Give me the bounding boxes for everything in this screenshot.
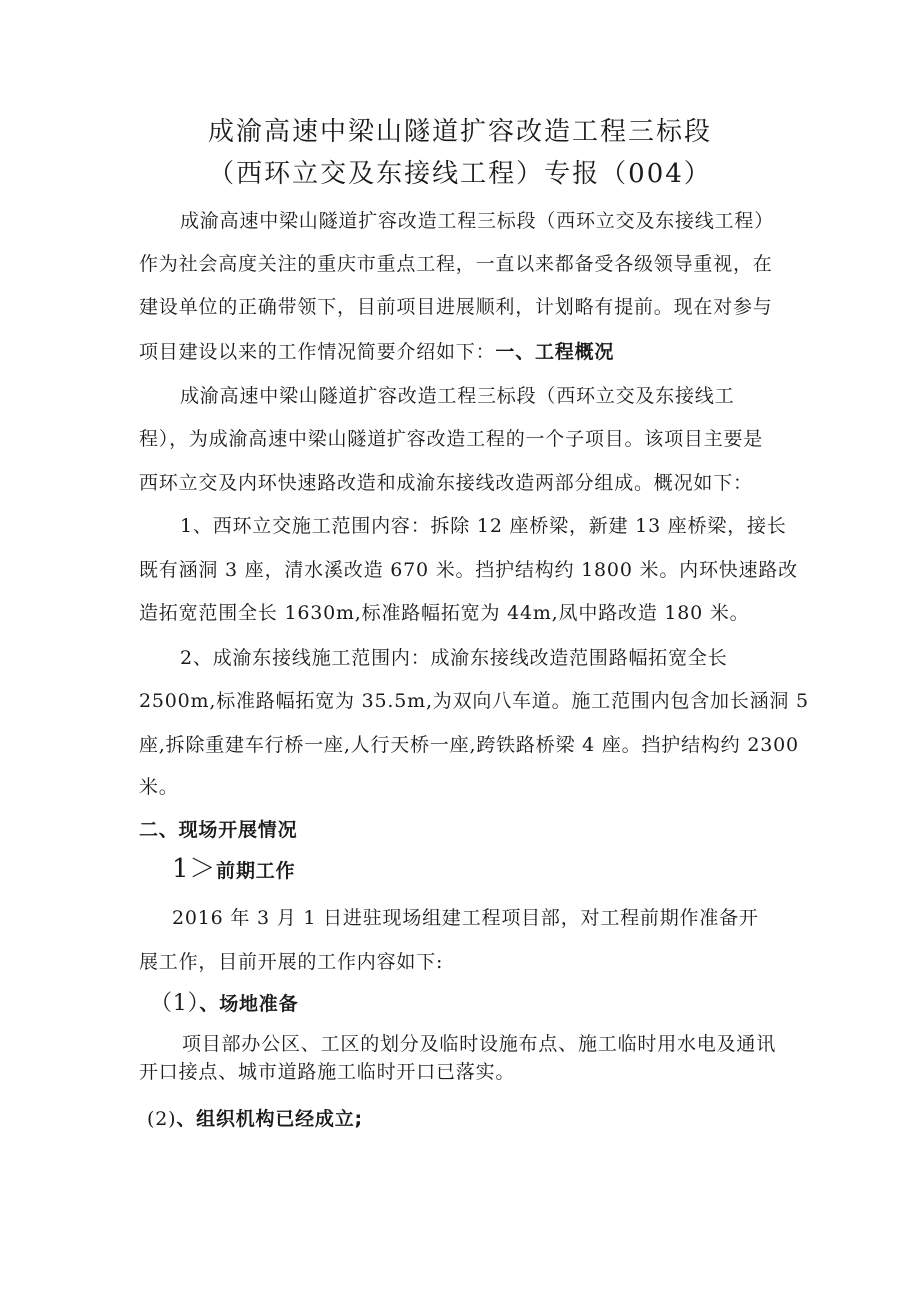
point-organization-label: 、组织机构已经成立; bbox=[176, 1108, 363, 1130]
subheading-preliminary bbox=[172, 854, 296, 884]
section-heading-overview: 一、工程概况 bbox=[495, 341, 615, 363]
intro-line-2: 作为社会高度关注的重庆市重点工程，一直以来都备受各级领导重视，在 bbox=[139, 253, 773, 275]
point-organization-number: (2) bbox=[147, 1108, 177, 1130]
intro-line-1: 成渝高速中梁山隧道扩容改造工程三标段（西环立交及东接线工程） bbox=[180, 210, 775, 232]
overview-line-2: 程），为成渝高速中梁山隧道扩容改造工程的一个子项目。该项目主要是 bbox=[139, 428, 764, 450]
intro-line-4 bbox=[139, 340, 614, 364]
point-organization bbox=[147, 1107, 363, 1131]
section-heading-site: 二、现场开展情况 bbox=[139, 819, 298, 841]
point-site-preparation-label: 、场地准备 bbox=[199, 993, 299, 1015]
overview-line-1: 成渝高速中梁山隧道扩容改造工程三标段（西环立交及东接线工 bbox=[180, 385, 735, 407]
item2-line-4: 米。 bbox=[139, 776, 179, 798]
preliminary-line-1: 2016 年 3 月 1 日进驻现场组建工程项目部，对工程前期作准备开 bbox=[172, 907, 759, 929]
subheading-preliminary-number: 1＞ bbox=[172, 854, 217, 884]
item1-line-3: 造拓宽范围全长 1630m,标准路幅拓宽为 44m,凤中路改造 180 米。 bbox=[139, 602, 750, 624]
intro-line-3: 建设单位的正确带领下，目前项目进展顺利，计划略有提前。现在对参与 bbox=[139, 296, 773, 318]
preliminary-line-2: 展工作，目前开展的工作内容如下: bbox=[139, 951, 444, 973]
subheading-preliminary-label: 前期工作 bbox=[216, 860, 296, 882]
point-site-preparation bbox=[150, 992, 298, 1016]
point-site-preparation-number: （1） bbox=[150, 991, 200, 1016]
intro-line-4-text: 项目建设以来的工作情况简要介绍如下： bbox=[139, 341, 496, 363]
item2-line-3: 座,拆除重建车行桥一座,人行天桥一座,跨铁路桥梁 4 座。挡护结构约 2300 bbox=[139, 734, 799, 756]
item2-line-1: 2、成渝东接线施工范围内：成渝东接线改造范围路幅拓宽全长 bbox=[180, 647, 728, 669]
item1-line-2: 既有涵洞 3 座，清水溪改造 670 米。挡护结构约 1800 米。内环快速路改 bbox=[139, 559, 798, 581]
item2-line-2: 2500m,标准路幅拓宽为 35.5m,为双向八车道。施工范围内包含加长涵洞 5 bbox=[139, 690, 809, 712]
site-preparation-line-2: 开口接点、城市道路施工临时开口已落实。 bbox=[139, 1061, 516, 1083]
document-title-line-1: 成渝高速中梁山隧道扩容改造工程三标段 bbox=[207, 117, 712, 147]
item1-line-1: 1、西环立交施工范围内容：拆除 12 座桥梁，新建 13 座桥梁，接长 bbox=[180, 515, 787, 537]
document-title-line-2: （西环立交及东接线工程）专报（004） bbox=[208, 159, 712, 189]
site-preparation-line-1: 项目部办公区、工区的划分及临时设施布点、施工临时用水电及通讯 bbox=[182, 1033, 777, 1055]
overview-line-3: 西环立交及内环快速路改造和成渝东接线改造两部分组成。概况如下： bbox=[139, 472, 753, 494]
